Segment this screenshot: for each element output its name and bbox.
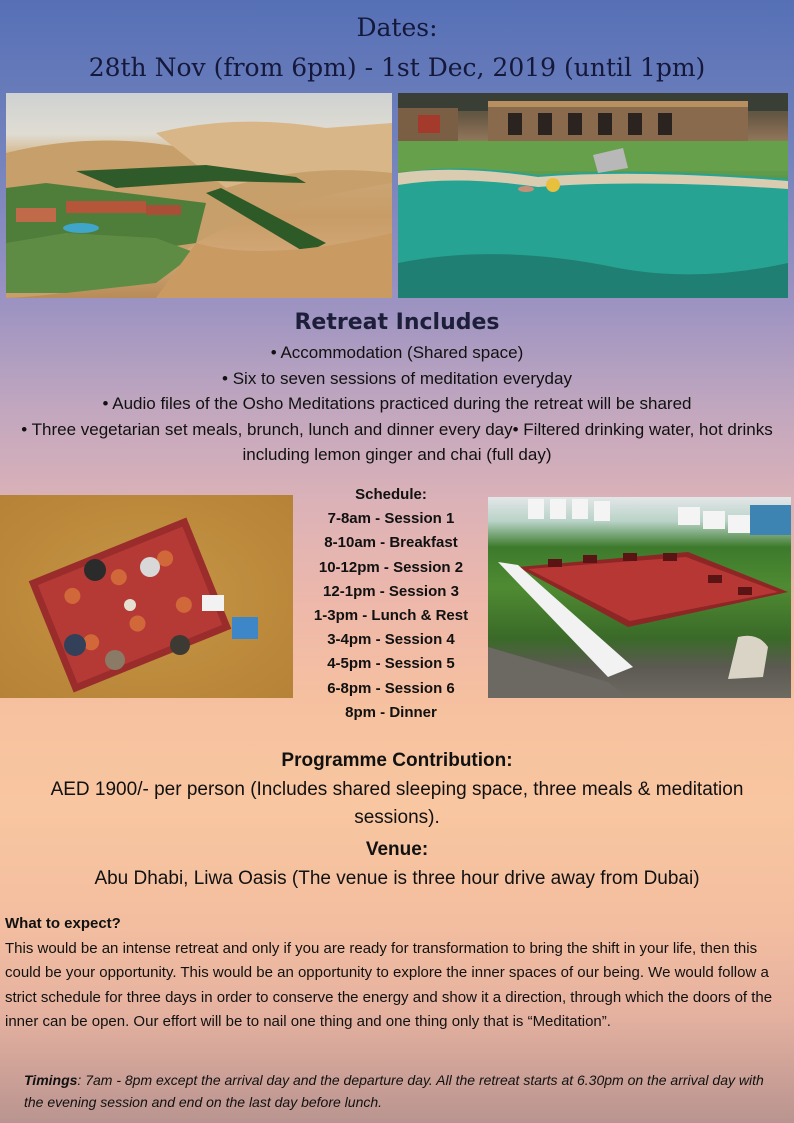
contribution-title: Programme Contribution: — [281, 750, 513, 771]
retreat-includes-list — [0, 340, 794, 468]
schedule-item: 10-12pm - Session 2 — [318, 558, 464, 576]
retreat-includes-title: Retreat Includes — [294, 310, 500, 335]
contribution-text: AED 1900/- per person (Includes shared sleeping space, three meals & meditation sessions). — [50, 779, 744, 828]
schedule-item: 7-8am - Session 1 — [327, 510, 455, 528]
schedule-title: Schedule: — [355, 486, 427, 503]
schedule-item: 8pm - Dinner — [345, 703, 437, 721]
list-item: • Audio files of the Osho Meditations practiced during the retreat will be shared — [102, 394, 692, 413]
pool-photo — [398, 93, 788, 298]
venue-text: Abu Dhabi, Liwa Oasis (The venue is three hour drive away from Dubai) — [94, 868, 700, 889]
schedule-item: 6-8pm - Session 6 — [327, 679, 455, 697]
lawn-seating-photo — [488, 497, 791, 698]
desert-resort-photo — [6, 93, 392, 298]
schedule-item: 3-4pm - Session 4 — [327, 631, 455, 649]
schedule — [294, 483, 488, 725]
timings-text: : 7am - 8pm except the arrival day and the departure day. All the retreat starts at 6.30pm on the arrival day with the evening session and end on the last day before lunch. — [24, 1072, 764, 1110]
dates-range: 28th Nov (from 6pm) - 1st Dec, 2019 (until 1pm) — [88, 53, 706, 82]
what-to-expect-title: What to expect? — [5, 915, 121, 932]
list-item: • Three vegetarian set meals, brunch, lunch and dinner every day• Filtered drinking water, hot drinks including lemon ginger and chai (full day) — [21, 419, 773, 464]
dates-label: Dates: — [356, 13, 438, 42]
schedule-item: 8-10am - Breakfast — [324, 534, 458, 552]
timings-note — [24, 1070, 784, 1113]
venue-title: Venue: — [365, 839, 429, 860]
desert-picnic-photo — [0, 495, 293, 698]
schedule-item: 12-1pm - Session 3 — [323, 582, 459, 600]
schedule-item: 1-3pm - Lunch & Rest — [313, 607, 469, 625]
what-to-expect — [5, 912, 789, 1035]
dates-heading — [0, 8, 794, 88]
list-item: • Six to seven sessions of meditation everyday — [222, 368, 572, 388]
timings-label: Timings — [24, 1072, 78, 1088]
what-to-expect-text: This would be an intense retreat and only if you are ready for transformation to bring the shift in your life, then this could be your opportunity. This would be an opportunity to explore the inner spaces of our being. We would follow a strict schedule for three days in order to conserve the energy and show it a direction, through which the doors of the inner can be open. Our effort will be to nail one thing and one thing only that is “Meditation”. — [5, 939, 773, 1031]
list-item: • Accommodation (Shared space) — [270, 343, 524, 362]
schedule-item: 4-5pm - Session 5 — [327, 655, 455, 673]
